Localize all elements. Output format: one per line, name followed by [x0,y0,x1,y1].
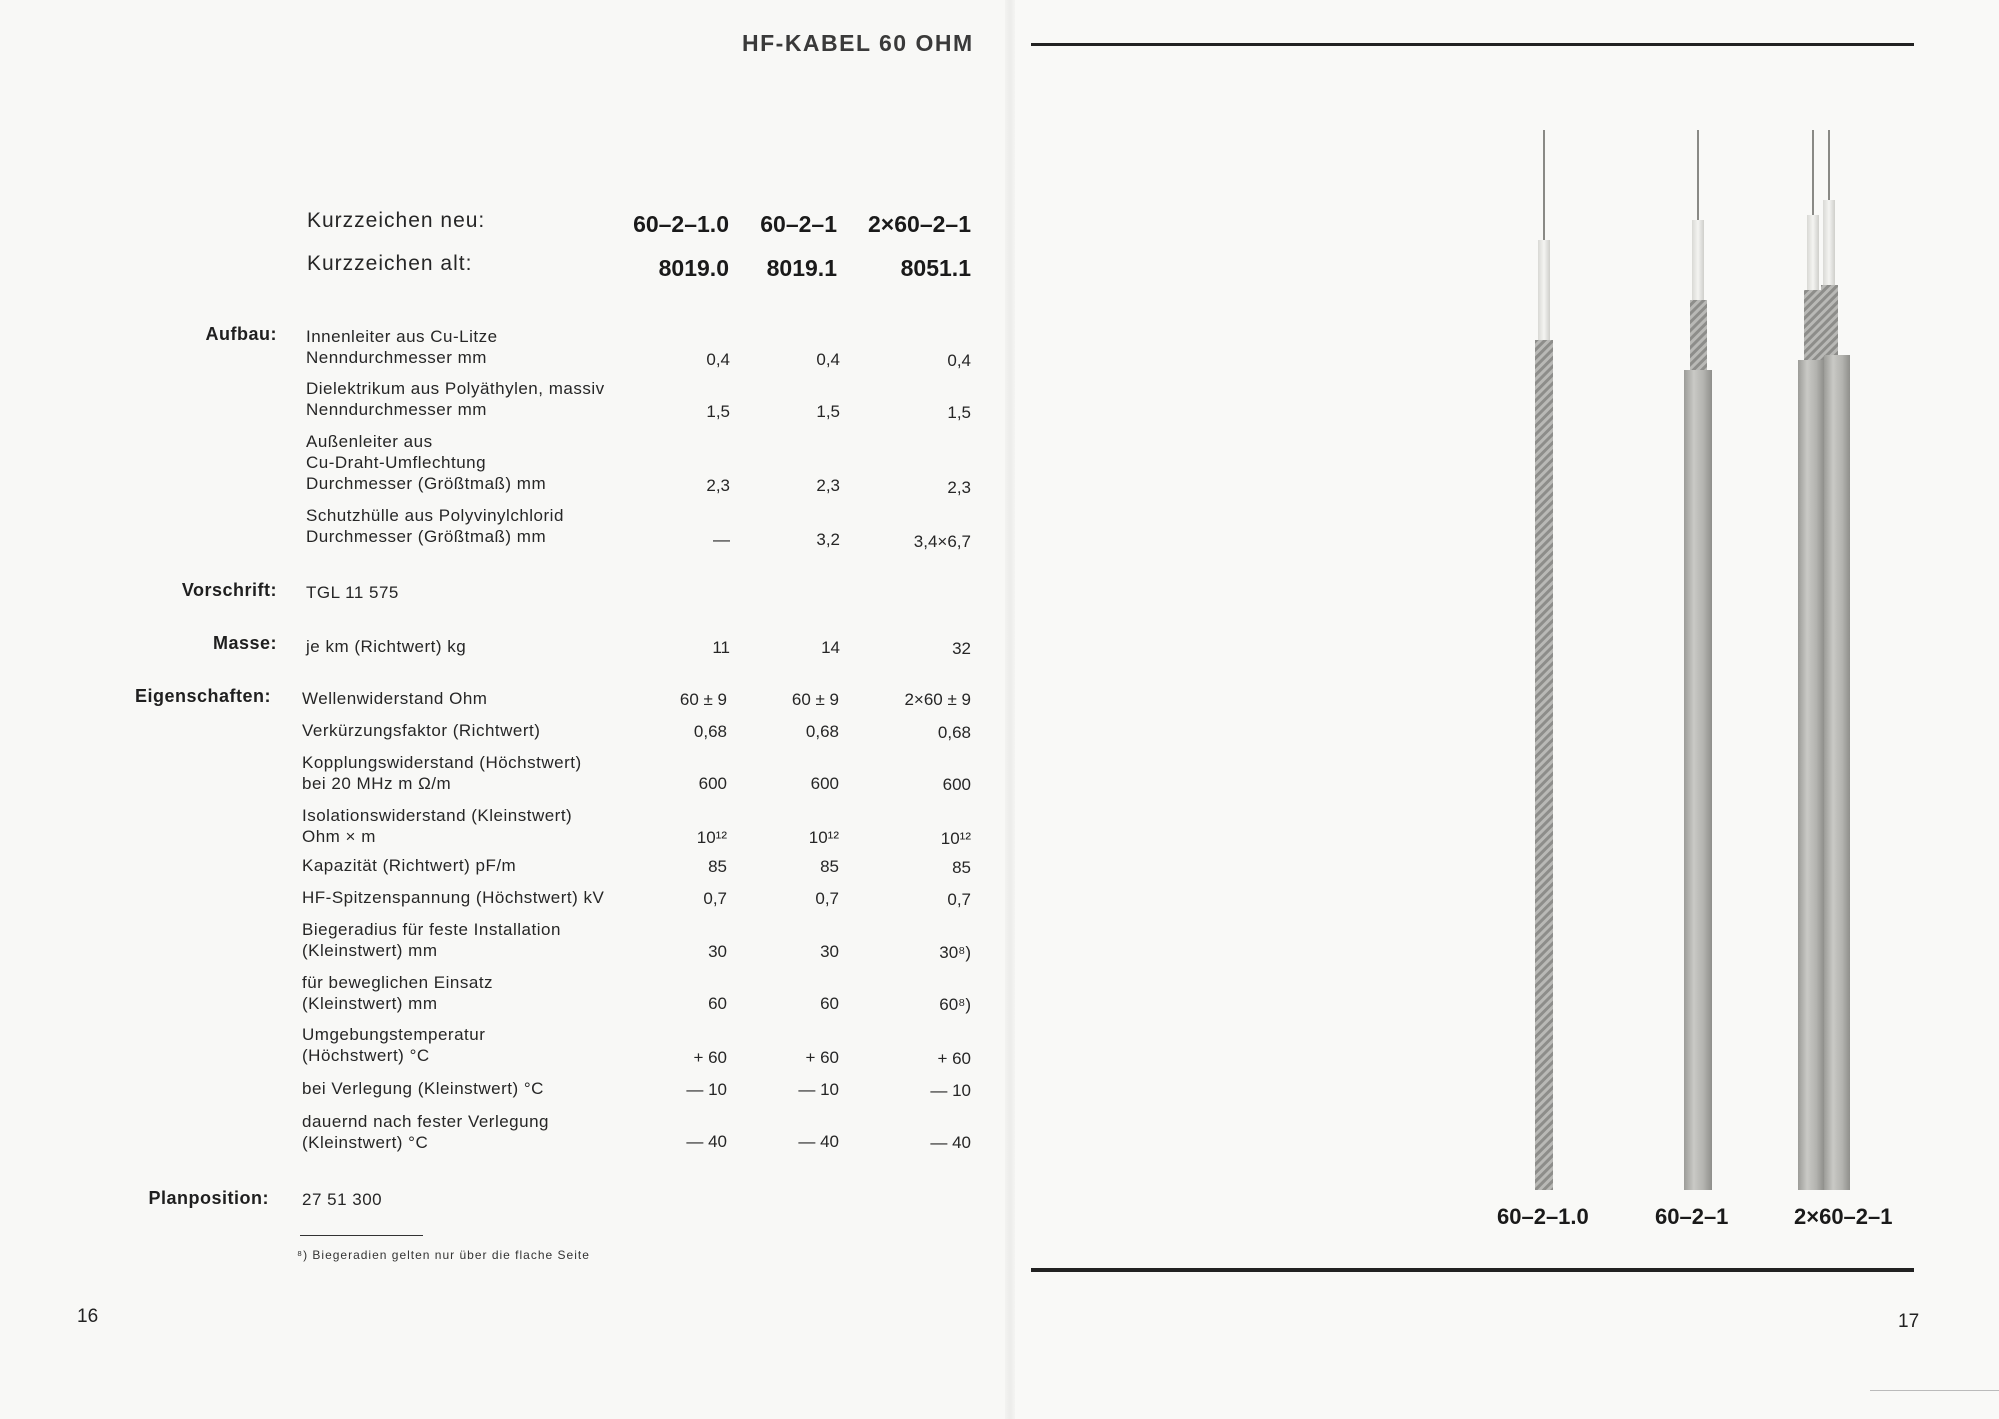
eigenschaft-desc: bei Verlegung (Kleinstwert) °C [302,1079,544,1098]
eigenschaft-value: — 10 [930,1081,971,1100]
faint-rule [1870,1390,1999,1391]
eigenschaft-value: 600 [810,774,839,793]
eigenschaft-value: 600 [942,775,971,794]
eigenschaft-value: 85 [952,858,971,877]
eigenschaft-value: 60 [820,994,839,1013]
eigenschaft-value: 30 [820,942,839,961]
eigenschaft-value: 10¹² [696,828,727,847]
bottom-rule [1031,1268,1914,1272]
eigenschaft-value: 2×60 ± 9 [904,690,971,709]
code-old-1: 8019.0 [658,255,729,281]
eigenschaft-desc: Kapazität (Richtwert) pF/m [302,856,517,875]
aufbau-row-desc: Dielektrikum aus Polyäthylen, massiv Nenndurchmesser mm [306,379,605,419]
eigenschaft-desc: dauernd nach fester Verlegung (Kleinstwert) °C [302,1112,550,1152]
eigenschaft-value: — 40 [798,1132,839,1151]
code-new-3: 2×60–2–1 [868,211,971,237]
aufbau-value: 3,2 [816,530,840,549]
eigenschaft-desc: Kopplungswiderstand (Höchstwert) bei 20 MHz m Ω/m [302,753,582,793]
eigenschaft-desc: Wellenwiderstand Ohm [302,689,488,708]
eigenschaft-value: 60 ± 9 [679,690,727,709]
eigenschaft-desc: für beweglichen Einsatz (Kleinstwert) mm [302,973,494,1013]
eigenschaft-value: 0,68 [805,722,839,741]
page-number-left: 16 [77,1306,99,1327]
section-vorschrift: Vorschrift: [181,580,277,600]
code-old-3: 8051.1 [900,255,971,281]
aufbau-value: 1,5 [947,403,971,422]
eigenschaft-value: 0,7 [815,889,839,908]
aufbau-value: 0,4 [816,350,840,369]
code-new-2: 60–2–1 [760,211,837,237]
eigenschaft-value: — 40 [686,1132,727,1151]
aufbau-value: 2,3 [706,476,730,495]
code-new-1: 60–2–1.0 [633,211,729,237]
section-eigenschaften: Eigenschaften: [134,686,271,706]
section-aufbau: Aufbau: [205,324,277,344]
eigenschaft-value: 0,7 [947,890,971,909]
page-title: HF-KABEL 60 OHM [742,30,974,56]
footnote-rule [300,1235,423,1236]
aufbau-value: 0,4 [947,351,971,370]
aufbau-value: 2,3 [947,478,971,497]
aufbau-value: — [713,530,730,549]
eigenschaft-value: 0,7 [703,889,727,908]
masse-desc: je km (Richtwert) kg [306,637,467,656]
eigenschaft-value: — 40 [930,1133,971,1152]
eigenschaft-value: + 60 [937,1049,971,1068]
aufbau-value: 1,5 [706,402,730,421]
masse-value: 11 [712,638,730,657]
masse-value: 32 [952,639,971,658]
aufbau-value: 2,3 [816,476,840,495]
code-new-label: Kurzzeichen neu: [307,209,486,232]
code-old-label: Kurzzeichen alt: [307,252,473,275]
cable-2-drawing [1684,130,1712,1190]
eigenschaft-desc: HF-Spitzenspannung (Höchstwert) kV [302,888,605,907]
book-gutter [1005,0,1015,1419]
eigenschaft-value: 10¹² [940,829,971,848]
eigenschaft-value: 600 [698,774,727,793]
eigenschaft-desc: Isolationswiderstand (Kleinstwert) Ohm × m [302,806,573,846]
eigenschaft-value: 0,68 [937,723,971,742]
eigenschaft-desc: Verkürzungsfaktor (Richtwert) [302,721,541,740]
code-old-2: 8019.1 [766,255,837,281]
section-planposition: Planposition: [148,1188,269,1208]
aufbau-value: 1,5 [816,402,840,421]
caption-cable-2: 60–2–1 [1655,1204,1729,1229]
page-number-right: 17 [1898,1311,1920,1332]
eigenschaft-value: 0,68 [693,722,727,741]
eigenschaft-value: — 10 [798,1080,839,1099]
aufbau-row-desc: Schutzhülle aus Polyvinylchlorid Durchmesser (Größtmaß) mm [306,506,564,546]
eigenschaft-value: 10¹² [808,828,839,847]
eigenschaft-value: 30⁸) [939,943,971,962]
section-masse: Masse: [212,633,277,653]
eigenschaft-value: 85 [708,857,727,876]
eigenschaft-value: 60 ± 9 [791,690,839,709]
eigenschaft-value: 60⁸) [939,995,971,1014]
eigenschaft-desc: Umgebungstemperatur (Höchstwert) °C [302,1025,486,1065]
masse-value: 14 [821,638,840,657]
aufbau-value: 0,4 [706,350,730,369]
eigenschaft-desc: Biegeradius für feste Installation (Kleinstwert) mm [302,920,561,960]
planposition-text: 27 51 300 [302,1190,383,1209]
footnote: ⁸) Biegeradien gelten nur über die flache Seite [297,1248,590,1262]
aufbau-row-desc: Innenleiter aus Cu-Litze Nenndurchmesser mm [306,327,498,367]
cable-3-drawing [1798,130,1850,1190]
aufbau-value: 3,4×6,7 [913,532,971,551]
aufbau-row-desc: Außenleiter aus Cu-Draht-Umflechtung Durchmesser (Größtmaß) mm [306,432,547,493]
cable-1-drawing [1535,130,1553,1190]
eigenschaft-value: + 60 [805,1048,839,1067]
top-rule [1031,43,1914,46]
cable-photo [1490,130,1890,1190]
eigenschaft-value: — 10 [686,1080,727,1099]
vorschrift-text: TGL 11 575 [306,583,399,602]
caption-cable-1: 60–2–1.0 [1497,1204,1589,1229]
eigenschaft-value: 85 [820,857,839,876]
eigenschaft-value: 30 [708,942,727,961]
caption-cable-3: 2×60–2–1 [1794,1204,1893,1229]
eigenschaft-value: + 60 [693,1048,727,1067]
eigenschaft-value: 60 [708,994,727,1013]
